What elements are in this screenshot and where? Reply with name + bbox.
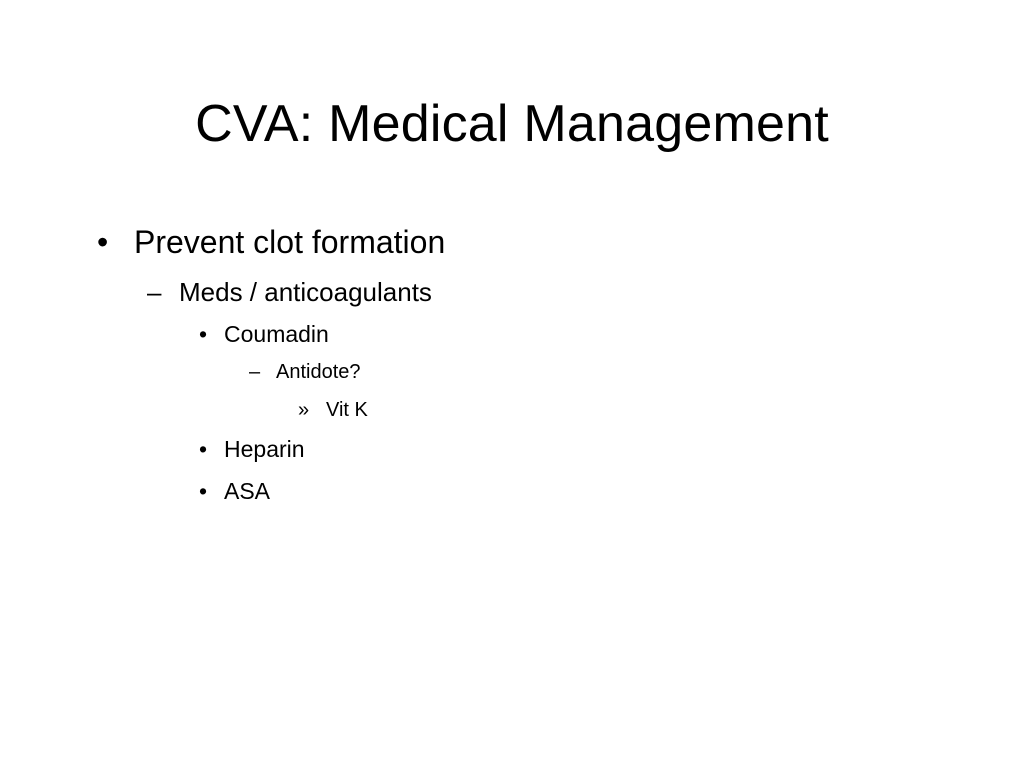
slide-title: CVA: Medical Management: [195, 95, 829, 153]
bullet-text: Vit K: [326, 399, 368, 421]
bullet-marker: •: [199, 478, 208, 504]
bullet-marker: •: [97, 224, 109, 260]
bullet-text: Coumadin: [224, 321, 329, 347]
bullet-marker: –: [147, 277, 162, 307]
bullet-text: Antidote?: [276, 361, 361, 383]
bullet-text: ASA: [224, 478, 271, 504]
bullet-text: Meds / anticoagulants: [179, 277, 432, 307]
bullet-marker: •: [199, 436, 208, 462]
bullet-text: Prevent clot formation: [134, 224, 446, 260]
bullet-marker: •: [199, 321, 208, 347]
bullet-text: Heparin: [224, 436, 305, 462]
bullet-marker: –: [249, 361, 261, 383]
bullet-marker: »: [298, 399, 310, 421]
